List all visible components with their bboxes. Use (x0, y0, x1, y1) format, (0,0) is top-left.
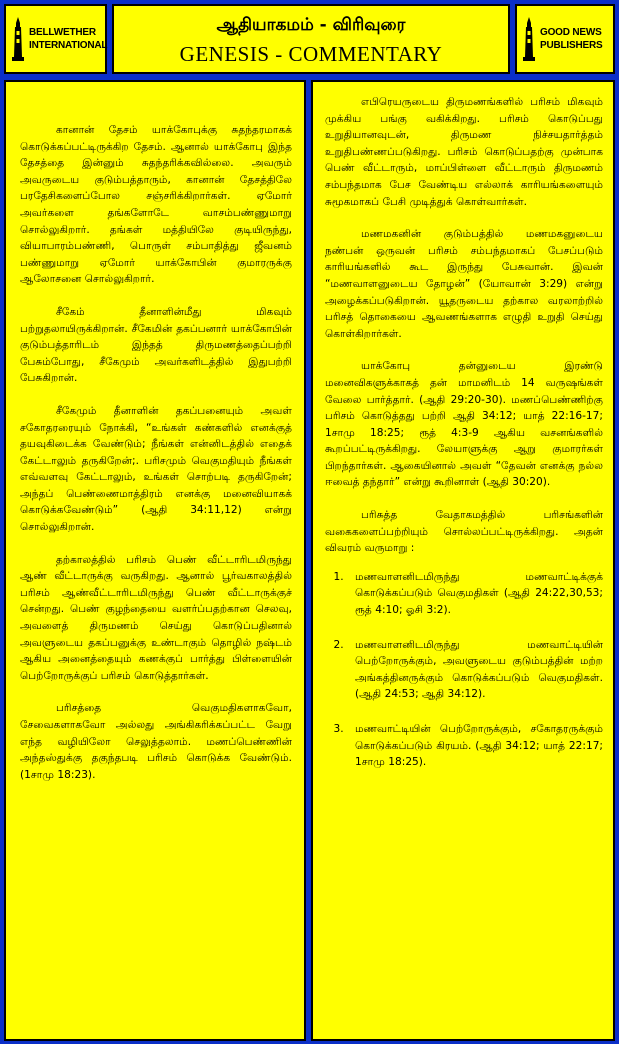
right-paragraph-1: எபிரெயருடைய திருமணங்களில் பரிசம் மிகவும் முக்கிய பங்கு வகிக்கிறது. பரிசம் கொடுப்பது உறுதியானவுடன், திருமண நிச்சயதார்த்தம் உறுதிபண்ணப்படுகிறது. பரிசம் கொடுப்பதற்கு முன்பாக பெண் வீட்டாரும், மாப்பிள்ளை வீட்டாரும் திருமணம் சம்பந்தமாக பேச வேண்டிய எல்லாக் காரியங்களையும் சுமூகமாகப் பேசி முடித்துக் கொள்வார்கள். (325, 96, 603, 208)
left-paragraph-3: சீகேமும் தீனாளின் தகப்பனையும் அவள் சகோதரரையும் நோக்கி, “உங்கள் கண்களில் எனக்குத் தயவுகிடைக்க வேண்டும்; நீங்கள் என்னிடத்தில் எதைக் கேட்டாலும் தருகிறேன்;. பரிசமும் வெகுமதியும் நீங்கள் எவ்வளவு கேட்டாலும், உங்கள் சொற்படி தருகிறேன்; அந்தப் பெண்ணைமாத்திரம் எனக்கு மனைவியாகக் கொடுக்கவேண்டும்” (ஆதி 34:11,12) என்று சொல்லுகிறான். (20, 404, 292, 534)
good-news-publishers-logo (515, 4, 615, 74)
left-paragraph-4: தற்காலத்தில் பரிசம் பெண் வீட்டாரிடமிருந்து ஆண் வீட்டாருக்கு வருகிறது. ஆனால் பூர்வகாலத்தில் பரிசம் ஆண்வீட்டாரிடமிருந்து பெண் வீட்டாருக்குச் சென்றது. பெண் குழந்தையை வளர்ப்பதற்கான செலவு, அவளைத் திருமணம் செய்து கொடுப்பதினால் அவளுடைய தகப்பனுக்கு உண்டாகும் தொழில் நஷ்டம் ஆகிய அனைத்தையும் கணக்குப் பார்த்து பிள்ளையின் பெற்றோருக்குப் பரிசம் கொடுத்தார்கள். (20, 553, 292, 682)
right-paragraph-2: மணமகனின் குடும்பத்தில் மணமகனுடைய நண்பன் ஒருவன் பரிசம் சம்பந்தமாகப் பேசப்படும் காரியங்களில் கூட இருந்து பேசுவான். இவன் “மணவாளனுடைய தோழன்” (யோவான் 3:29) என்று அழைக்கப்படுகிறான். யூதருடைய தற்கால வரலாற்றில் பரிசத் தொகையை ஆவணங்களாக எழுதி உறுதி செய்து கொள்கிறார்கள். (325, 228, 603, 340)
right-column (311, 80, 615, 1041)
page-title-tamil: ஆதியாகமம் - விரிவுரை (216, 15, 406, 35)
bellwether-logo (4, 4, 107, 74)
left-paragraph-1: கானான் தேசம் யாக்கோபுக்கு சுதந்தரமாகக் கொடுக்கப்பட்டிருக்கிற தேசம். ஆனால் யாக்கோபு இந்த தேசத்தை இன்னும் சுதந்தரிக்கவில்லை. அவரும் அவருடைய குடும்பத்தாரும், கானான் தேசத்திலே பரதேசிகளைப்போல சஞ்சரிக்கிறார்கள். ஏமோர் அவர்களை தங்களோடே வாசம்பண்ணுமாறு சொல்லுகிறார். தங்கள் மத்தியிலே குடியிருந்து, வியாபாரம்பண்ணி, பொருள் சம்பாதித்து ஜீவனம் பண்ணுமாறு ஏமோர் யாக்கோபின் குமாரருக்கு ஆலோசனை சொல்லுகிறார். (20, 124, 292, 286)
page-title-english: GENESIS - COMMENTARY (179, 42, 443, 66)
right-logo-line2: PUBLISHERS (540, 40, 603, 51)
right-logo-line1: GOOD NEWS (540, 27, 602, 38)
tower-icon (521, 17, 537, 61)
list-item: 1. மணவாளனிடமிருந்து மணவாட்டிக்குக் கொடுக்கப்படும் வெகுமதிகள் (ஆதி 24:22,30,53; ரூத் 4:10; ஓசி 3:2). (347, 569, 603, 619)
good-news-logo-text (540, 26, 602, 52)
right-paragraph-3: யாக்கோபு தன்னுடைய இரண்டு மனைவிகளுக்காகத் தன் மாமனிடம் 14 வருஷங்கள் வேலை பார்த்தார். (ஆதி 29:20-30). மணப்பெண்ணிற்கு பரிசம் கொடுத்தது பற்றி ஆதி 34:12; யாத் 22:16-17; 1சாமு 18:25; ரூத் 4:3-9 ஆகிய வசனங்களில் கூறப்பட்டிருக்கிறது. லேயாளுக்கு ஆறு குமாரர்கள் பிறந்தார்கள். ஆகையினால் அவள் “தேவன் எனக்கு நல்ல ஈவைத் தந்தார்” என்று கூறினாள் (ஆதி 30:20). (325, 360, 603, 489)
list-item: 2. மணவாளனிடமிருந்து மணவாட்டியின் பெற்றோருக்கும், அவளுடைய குடும்பத்தின் மற்ற அங்கத்தினருக்கும் கொடுக்கப்படும் வெகுமதிகள். (ஆதி 24:53; ஆதி 34:12). (347, 637, 603, 703)
left-logo-line1: BELLWETHER (29, 27, 96, 38)
bellwether-logo-text (29, 26, 107, 52)
right-paragraph-4: பரிசுத்த வேதாகமத்தில் பரிசங்களின் வகைகளைப்பற்றியும் சொல்லப்பட்டிருக்கிறது. அதன் விவரம் வருமாறு : (325, 509, 603, 555)
page-title-box (112, 4, 510, 74)
gift-types-list (325, 569, 603, 771)
left-logo-line2: INTERNATIONAL (29, 40, 108, 51)
left-paragraph-5: பரிசத்தை வெகுமதிகளாகவோ, சேவைகளாகவோ அல்லது அங்கிகரிக்கப்பட்ட வேறு எந்த வழியிலோ செலுத்தலாம். மணப்பெண்ணின் அந்தஸ்துக்கு தகுந்தபடி பரிசம் கொடுக்க வேண்டும். (1சாமு 18:23). (20, 702, 292, 781)
left-column (4, 80, 306, 1041)
list-item: 3. மணவாட்டியின் பெற்றோருக்கும், சகோதரருக்கும் கொடுக்கப்படும் கிரயம். (ஆதி 34:12; யாத் 22:17; 1சாமு 18:25). (347, 721, 603, 771)
tower-icon (10, 17, 26, 61)
left-paragraph-2: சீகேம் தீனாளின்மீது மிகவும் பற்றுதலாயிருக்கிறான். சீகேமின் தகப்பனார் யாக்கோபின் குடும்பத்தாரிடம் இந்தத் திருமணத்தைப்பற்றி பேசும்போது, சீகேமும் அவர்களிடத்தில் இதுபற்றி பேசுகிறான். (20, 305, 292, 385)
